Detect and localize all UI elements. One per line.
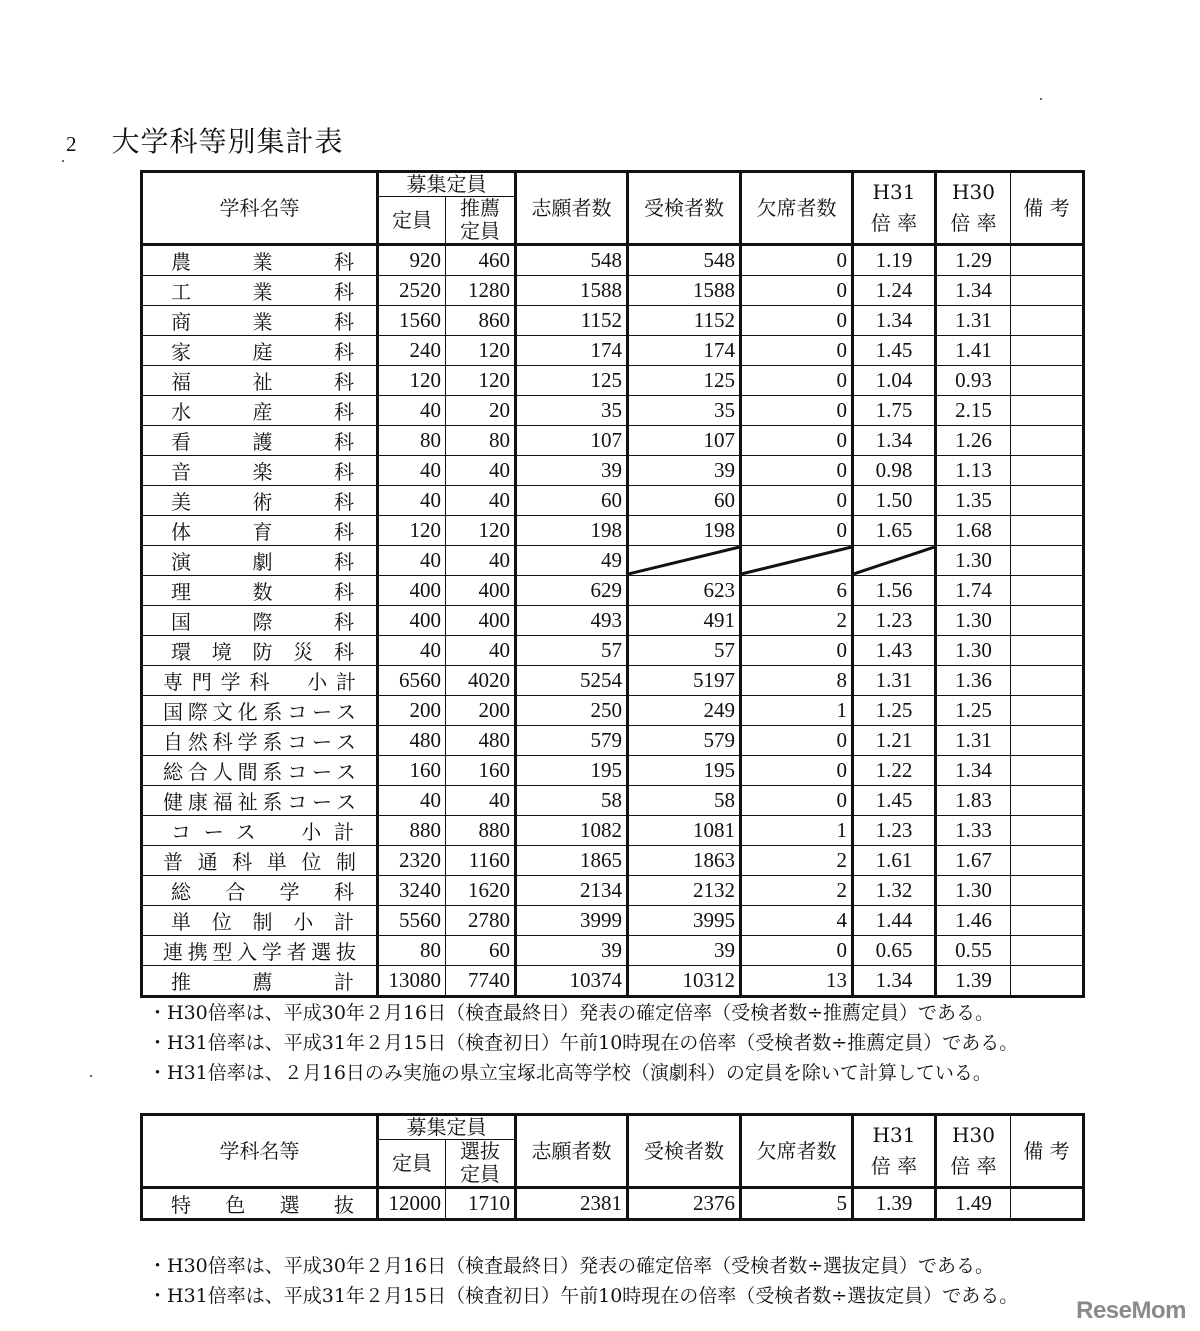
row-absentees: 0 [741,726,853,756]
row-name: 工業科 [142,276,378,306]
row-quota: 40 [446,546,516,576]
row-h30-rate: 1.83 [936,786,1011,816]
header-h30-rate: H30 倍 率 [936,172,1011,245]
row-capacity: 40 [378,456,446,486]
row-h30-rate: 1.13 [936,456,1011,486]
row-examinees: 125 [628,366,741,396]
row-remarks [1011,816,1084,846]
row-absentees: 4 [741,906,853,936]
row-absentees: 8 [741,666,853,696]
row-h30-rate: 1.39 [936,966,1011,997]
row-applicants: 629 [516,576,628,606]
row-applicants: 60 [516,486,628,516]
table-row [142,966,1084,997]
row-h30-rate: 1.34 [936,756,1011,786]
row-examinees: 57 [628,636,741,666]
row-name: 音楽科 [142,456,378,486]
row-h30-rate: 0.93 [936,366,1011,396]
table-row [142,756,1084,786]
row-capacity: 120 [378,366,446,396]
row-examinees: 58 [628,786,741,816]
row-remarks [1011,606,1084,636]
row-examinees: 2132 [628,876,741,906]
row-quota: 40 [446,456,516,486]
row-applicants: 10374 [516,966,628,997]
row-remarks [1011,516,1084,546]
row-name: 健康福祉系コース [142,786,378,816]
header-absentees: 欠席者数 [741,1115,853,1188]
row-examinees-not-applicable [628,546,741,576]
row-name: 理数科 [142,576,378,606]
header-name: 学科名等 [142,172,378,245]
row-applicants: 39 [516,936,628,966]
row-applicants: 250 [516,696,628,726]
row-quota: 4020 [446,666,516,696]
row-quota: 120 [446,366,516,396]
row-applicants: 39 [516,456,628,486]
table-row [142,606,1084,636]
row-quota: 120 [446,516,516,546]
row-h31-rate: 1.65 [853,516,936,546]
row-remarks [1011,426,1084,456]
row-h30-rate: 1.49 [936,1188,1011,1220]
row-applicants: 125 [516,366,628,396]
row-capacity: 5560 [378,906,446,936]
row-name: 特色選抜 [142,1188,378,1220]
header-recruit-group: 募集定員 [378,172,516,197]
row-applicants: 2134 [516,876,628,906]
row-remarks [1011,696,1084,726]
row-h31-rate: 1.21 [853,726,936,756]
row-remarks [1011,846,1084,876]
row-absentees: 0 [741,786,853,816]
row-absentees: 1 [741,816,853,846]
row-applicants: 1588 [516,276,628,306]
header-remarks: 備 考 [1011,1115,1084,1188]
row-applicants: 2381 [516,1188,628,1220]
section-title: 大学科等別集計表 [111,125,344,158]
row-h30-rate: 1.33 [936,816,1011,846]
diagonal-slash-icon [629,546,739,575]
note-line: ・H30倍率は、平成30年２月16日（検査最終日）発表の確定倍率（受検者数÷推薦定員）である。 [148,1002,995,1024]
row-remarks [1011,366,1084,396]
notes-recommendation [148,998,1018,1088]
row-remarks [1011,906,1084,936]
row-capacity: 40 [378,396,446,426]
row-absentees: 13 [741,966,853,997]
row-h30-rate: 1.26 [936,426,1011,456]
row-quota: 860 [446,306,516,336]
table-row [142,546,1084,576]
table-row [142,486,1084,516]
row-absentees: 0 [741,336,853,366]
row-h31-rate: 1.22 [853,756,936,786]
row-h31-rate: 1.31 [853,666,936,696]
row-absentees: 6 [741,576,853,606]
row-name: 福祉科 [142,366,378,396]
row-applicants: 195 [516,756,628,786]
row-capacity: 120 [378,516,446,546]
row-examinees: 39 [628,936,741,966]
row-applicants: 107 [516,426,628,456]
table-row [142,696,1084,726]
row-applicants: 49 [516,546,628,576]
row-absentees: 0 [741,756,853,786]
row-quota: 20 [446,396,516,426]
row-quota: 1160 [446,846,516,876]
header-h31-rate: H31 倍 率 [853,1115,936,1188]
row-remarks [1011,306,1084,336]
row-name: 推薦計 [142,966,378,997]
table-row [142,816,1084,846]
header-name: 学科名等 [142,1115,378,1188]
row-applicants: 579 [516,726,628,756]
row-quota: 460 [446,245,516,276]
row-h30-rate: 1.35 [936,486,1011,516]
row-absentees: 2 [741,846,853,876]
row-quota: 7740 [446,966,516,997]
row-applicants: 1865 [516,846,628,876]
row-quota: 80 [446,426,516,456]
table-row [142,276,1084,306]
row-remarks [1011,456,1084,486]
note-line: ・H31倍率は、２月16日のみ実施の県立宝塚北高等学校（演劇科）の定員を除いて計算している。 [148,1062,992,1084]
row-name: 連携型入学者選抜 [142,936,378,966]
row-name: 体育科 [142,516,378,546]
row-quota: 160 [446,756,516,786]
table-row [142,336,1084,366]
row-h31-rate: 1.45 [853,786,936,816]
header-remarks: 備 考 [1011,172,1084,245]
row-h31-rate-not-applicable [853,546,936,576]
row-capacity: 40 [378,786,446,816]
row-h31-rate: 1.34 [853,306,936,336]
row-examinees: 195 [628,756,741,786]
row-quota: 400 [446,576,516,606]
row-h31-rate: 1.24 [853,276,936,306]
header-capacity: 定員 [378,197,446,245]
row-absentees: 0 [741,276,853,306]
row-absentees: 0 [741,486,853,516]
row-applicants: 1152 [516,306,628,336]
note-line: ・H30倍率は、平成30年２月16日（検査最終日）発表の確定倍率（受検者数÷選抜定員）である。 [148,1255,995,1277]
row-absentees: 0 [741,426,853,456]
table-row [142,906,1084,936]
row-h30-rate: 1.67 [936,846,1011,876]
notes-special-selection [148,1251,1018,1311]
row-capacity: 240 [378,336,446,366]
table-row [142,306,1084,336]
row-capacity: 1560 [378,306,446,336]
row-remarks [1011,396,1084,426]
row-h31-rate: 1.39 [853,1188,936,1220]
row-h31-rate: 1.25 [853,696,936,726]
row-h31-rate: 1.75 [853,396,936,426]
table-row [142,666,1084,696]
row-examinees: 3995 [628,906,741,936]
row-remarks [1011,576,1084,606]
row-name: 看護科 [142,426,378,456]
row-remarks [1011,666,1084,696]
row-applicants: 1082 [516,816,628,846]
row-name: 総合学科 [142,876,378,906]
header-h31-rate: H31 倍 率 [853,172,936,245]
row-quota: 60 [446,936,516,966]
row-quota: 40 [446,786,516,816]
row-quota: 880 [446,816,516,846]
row-quota: 40 [446,486,516,516]
row-name: 専門学科 小計 [142,666,378,696]
row-name: 美術科 [142,486,378,516]
table-row [142,516,1084,546]
row-examinees: 198 [628,516,741,546]
row-capacity: 160 [378,756,446,786]
row-applicants: 198 [516,516,628,546]
row-quota: 1280 [446,276,516,306]
row-h30-rate: 1.41 [936,336,1011,366]
row-h30-rate: 1.30 [936,606,1011,636]
row-examinees: 1588 [628,276,741,306]
row-remarks [1011,245,1084,276]
row-h31-rate: 1.61 [853,846,936,876]
row-name: 国際科 [142,606,378,636]
row-capacity: 200 [378,696,446,726]
row-remarks [1011,966,1084,997]
row-h31-rate: 1.32 [853,876,936,906]
row-examinees: 174 [628,336,741,366]
row-h30-rate: 1.30 [936,876,1011,906]
watermark-logo: ReseMom [1076,1297,1186,1324]
row-capacity: 2320 [378,846,446,876]
table-row [142,426,1084,456]
row-h30-rate: 0.55 [936,936,1011,966]
row-remarks [1011,486,1084,516]
row-capacity: 400 [378,606,446,636]
note-line: ・H31倍率は、平成31年２月15日（検査初日）午前10時現在の倍率（受検者数÷選抜定員）である。 [148,1285,1019,1307]
row-name: 単位制小計 [142,906,378,936]
table-row [142,846,1084,876]
header-quota: 選抜 定員 [446,1140,516,1188]
row-absentees: 0 [741,456,853,486]
row-name: 演劇科 [142,546,378,576]
header-absentees: 欠席者数 [741,172,853,245]
row-h30-rate: 1.25 [936,696,1011,726]
scan-speck [1040,98,1042,100]
table-row [142,396,1084,426]
diagonal-slash-icon [742,546,851,575]
department-summary-table [140,170,1085,998]
row-applicants: 57 [516,636,628,666]
section-number: 2 [66,132,78,156]
row-h30-rate: 1.31 [936,306,1011,336]
row-name: 総合人間系コース [142,756,378,786]
row-capacity: 480 [378,726,446,756]
row-name: 国際文化系コース [142,696,378,726]
header-recruit-group: 募集定員 [378,1115,516,1140]
row-examinees: 10312 [628,966,741,997]
row-h30-rate: 1.30 [936,636,1011,666]
row-capacity: 880 [378,816,446,846]
row-quota: 480 [446,726,516,756]
row-examinees: 60 [628,486,741,516]
row-absentees: 0 [741,516,853,546]
row-h30-rate: 2.15 [936,396,1011,426]
row-h31-rate: 1.23 [853,606,936,636]
table-row [142,366,1084,396]
row-absentees: 0 [741,306,853,336]
row-examinees: 1863 [628,846,741,876]
header-applicants: 志願者数 [516,1115,628,1188]
table-row [142,456,1084,486]
row-applicants: 35 [516,396,628,426]
row-name: 水産科 [142,396,378,426]
row-h30-rate: 1.34 [936,276,1011,306]
diagonal-slash-icon [854,546,934,575]
row-h31-rate: 1.50 [853,486,936,516]
row-examinees: 249 [628,696,741,726]
row-examinees: 548 [628,245,741,276]
row-h30-rate: 1.36 [936,666,1011,696]
row-name: 自然科学系コース [142,726,378,756]
row-capacity: 40 [378,546,446,576]
header-examinees: 受検者数 [628,1115,741,1188]
row-remarks [1011,876,1084,906]
row-name: 環境防災科 [142,636,378,666]
row-examinees: 579 [628,726,741,756]
header-quota: 推薦 定員 [446,197,516,245]
row-applicants: 58 [516,786,628,816]
row-applicants: 174 [516,336,628,366]
row-h30-rate: 1.46 [936,906,1011,936]
row-capacity: 6560 [378,666,446,696]
table-row [142,576,1084,606]
row-applicants: 5254 [516,666,628,696]
row-remarks [1011,726,1084,756]
scan-speck [62,160,64,162]
row-capacity: 40 [378,636,446,666]
row-h31-rate: 1.23 [853,816,936,846]
row-remarks [1011,936,1084,966]
row-remarks [1011,546,1084,576]
row-quota: 200 [446,696,516,726]
row-h30-rate: 1.68 [936,516,1011,546]
row-examinees: 1081 [628,816,741,846]
page-title [66,120,344,160]
row-quota: 2780 [446,906,516,936]
row-examinees: 35 [628,396,741,426]
row-examinees: 623 [628,576,741,606]
row-quota: 40 [446,636,516,666]
row-absentees: 0 [741,396,853,426]
row-remarks [1011,786,1084,816]
row-h31-rate: 1.34 [853,426,936,456]
row-capacity: 3240 [378,876,446,906]
row-capacity: 12000 [378,1188,446,1220]
row-h31-rate: 0.65 [853,936,936,966]
row-examinees: 2376 [628,1188,741,1220]
row-quota: 400 [446,606,516,636]
row-name: 商業科 [142,306,378,336]
row-examinees: 491 [628,606,741,636]
row-h30-rate: 1.74 [936,576,1011,606]
row-quota: 1620 [446,876,516,906]
row-quota: 1710 [446,1188,516,1220]
special-selection-table [140,1113,1085,1221]
row-h31-rate: 1.56 [853,576,936,606]
row-h30-rate: 1.31 [936,726,1011,756]
row-absentees-not-applicable [741,546,853,576]
row-h31-rate: 1.04 [853,366,936,396]
row-name: コース 小計 [142,816,378,846]
row-h30-rate: 1.29 [936,245,1011,276]
row-name: 農業科 [142,245,378,276]
row-absentees: 0 [741,245,853,276]
row-absentees: 5 [741,1188,853,1220]
row-examinees: 1152 [628,306,741,336]
row-capacity: 80 [378,426,446,456]
table-row [142,876,1084,906]
row-quota: 120 [446,336,516,366]
row-h31-rate: 0.98 [853,456,936,486]
row-applicants: 548 [516,245,628,276]
row-remarks [1011,1188,1084,1220]
row-capacity: 920 [378,245,446,276]
row-h31-rate: 1.19 [853,245,936,276]
row-examinees: 39 [628,456,741,486]
row-remarks [1011,336,1084,366]
header-capacity: 定員 [378,1140,446,1188]
header-h30-rate: H30 倍 率 [936,1115,1011,1188]
row-applicants: 3999 [516,906,628,936]
row-absentees: 2 [741,606,853,636]
row-absentees: 0 [741,636,853,666]
row-examinees: 107 [628,426,741,456]
row-name: 家庭科 [142,336,378,366]
table-row [142,936,1084,966]
row-capacity: 40 [378,486,446,516]
row-capacity: 13080 [378,966,446,997]
row-capacity: 400 [378,576,446,606]
table-row [142,636,1084,666]
row-applicants: 493 [516,606,628,636]
row-absentees: 0 [741,366,853,396]
row-name: 普通科単位制 [142,846,378,876]
header-applicants: 志願者数 [516,172,628,245]
row-remarks [1011,636,1084,666]
row-absentees: 1 [741,696,853,726]
header-examinees: 受検者数 [628,172,741,245]
row-h31-rate: 1.43 [853,636,936,666]
row-absentees: 0 [741,936,853,966]
table-row [142,1188,1084,1220]
row-remarks [1011,756,1084,786]
row-capacity: 80 [378,936,446,966]
scan-speck [90,1075,92,1077]
table-row [142,786,1084,816]
table-row [142,726,1084,756]
row-h31-rate: 1.44 [853,906,936,936]
row-h30-rate: 1.30 [936,546,1011,576]
table-row [142,245,1084,276]
note-line: ・H31倍率は、平成31年２月15日（検査初日）午前10時現在の倍率（受検者数÷推薦定員）である。 [148,1032,1019,1054]
row-examinees: 5197 [628,666,741,696]
row-h31-rate: 1.34 [853,966,936,997]
row-capacity: 2520 [378,276,446,306]
row-h31-rate: 1.45 [853,336,936,366]
row-remarks [1011,276,1084,306]
row-absentees: 2 [741,876,853,906]
